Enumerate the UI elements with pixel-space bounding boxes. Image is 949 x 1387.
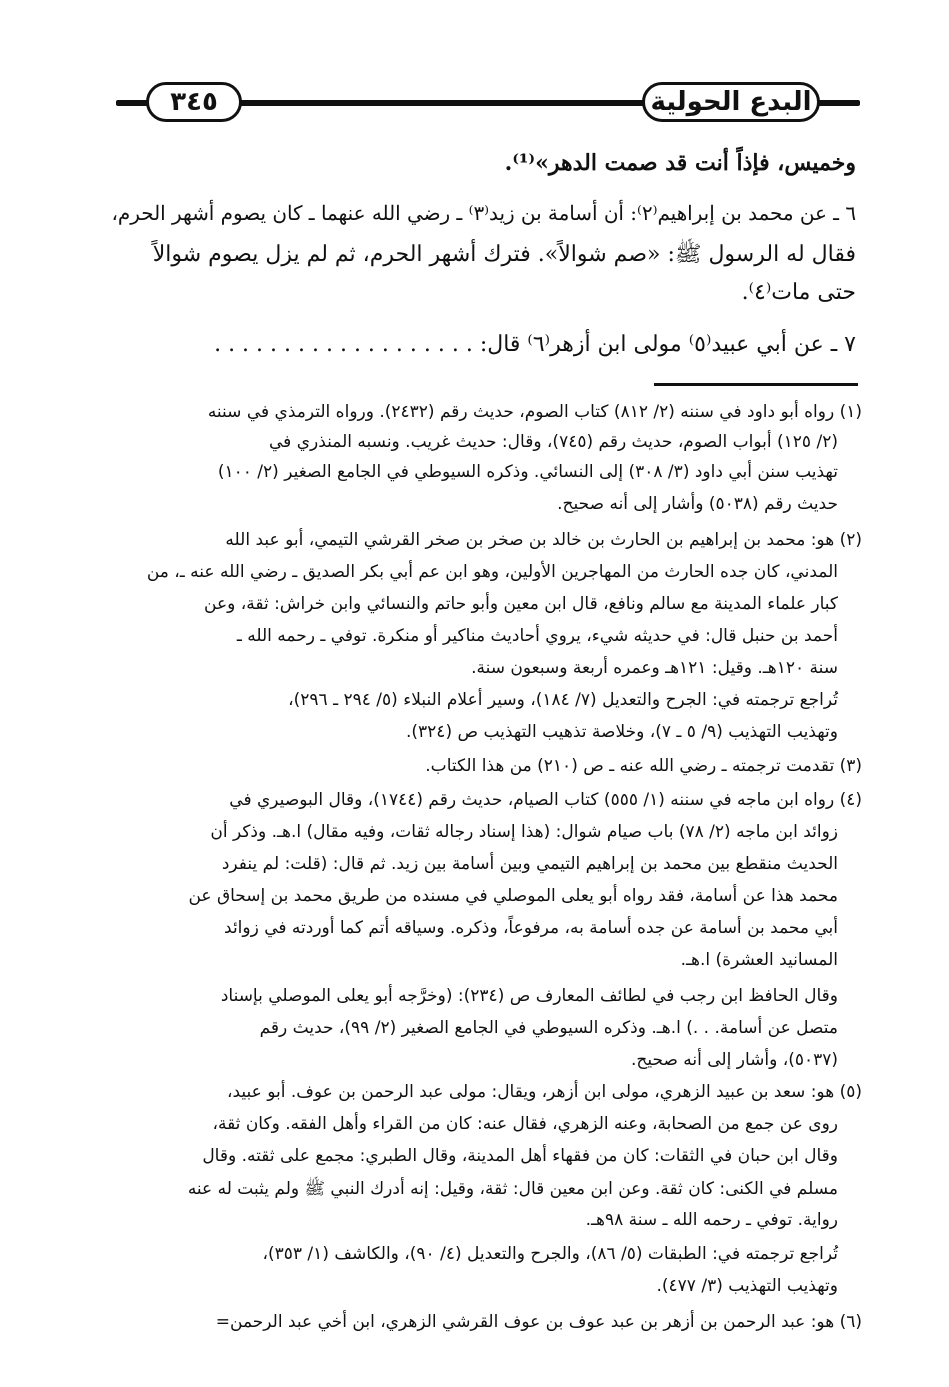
footnote-line: الحديث منقطع بين محمد بن إبراهيم التيمي وبين أسامة بين زيد. ثم قال: (قلت: لم ينفرد — [221, 854, 838, 874]
footnote-line: وقال ابن حبان في الثقات: كان من فقهاء أهل المدينة، وقال الطبري: مجمع على ثقته. وقال — [202, 1146, 838, 1166]
footnote-line: كبار علماء المدينة مع سالم ونافع، قال ابن معين وأبو حاتم والنسائي وابن خراش: ثقة، وعن — [204, 594, 838, 614]
footnote-line: المدني، كان جده الحارث من المهاجرين الأولين، وهو ابن عم أبي بكر الصديق ـ رضي الله عنه ـ، من — [146, 562, 838, 582]
footnote-line: تُراجع ترجمته في: الجرح والتعديل (٧/ ١٨٤)، وسير أعلام النبلاء (٥/ ٢٩٤ ـ ٢٩٦)، — [288, 690, 838, 710]
footnote-line: أحمد بن حنبل قال: في حديثه شيء، يروي أحاديث مناكير أو منكرة. توفي ـ رحمه الله ـ — [236, 626, 838, 646]
page-number: ٣٤٥ — [146, 82, 242, 122]
footnote-line: المسانيد العشرة) ا.هـ. — [680, 950, 838, 970]
footnote-line: أبي محمد بن أسامة عن جده أسامة به، مرفوعاً، وذكره. وسياقه أتم كما أوردته في زوائد — [224, 918, 838, 938]
footnote-line: سنة ١٢٠هـ. وقيل: ١٢١هـ وعمره أربعة وسبعون سنة. — [471, 658, 838, 678]
footnote-line: تُراجع ترجمته في: الطبقات (٥/ ٨٦)، والجرح والتعديل (٤/ ٩٠)، والكاشف (١/ ٣٥٣)، — [262, 1244, 838, 1264]
main-line: فقال له الرسول ﷺ: «صم شوالاً». فترك أشهر الحرم، ثم لم يزل يصوم شوالاً — [152, 242, 856, 267]
footnote-line: رواية. توفي ـ رحمه الله ـ سنة ٩٨هـ. — [585, 1210, 838, 1230]
footnote-line: محمد هذا عن أسامة، فقد رواه أبو يعلى الموصلي في مسنده من طريق محمد بن إسحاق عن — [188, 886, 838, 906]
main-line: وخميس، فإذاً أنت قد صمت الدهر»⁽¹⁾. — [504, 150, 856, 176]
footnote-line: (٦) هو: عبد الرحمن بن أزهر بن عبد عوف بن عوف القرشي الزهري، ابن أخي عبد الرحمن= — [215, 1312, 862, 1332]
footnote-line: زوائد ابن ماجه (٢/ ٧٨) باب صيام شوال: (هذا إسناد رجاله ثقات، وفيه مقال) ا.هـ. وذكر أن — [210, 822, 838, 842]
footnote-line: (٣) تقدمت ترجمته ـ رضي الله عنه ـ ص (٢١٠) من هذا الكتاب. — [425, 756, 862, 776]
footnote-line: حديث رقم (٥٠٣٨) وأشار إلى أنه صحيح. — [557, 494, 838, 514]
footnote-line: تهذيب سنن أبي داود (٣/ ٣٠٨) إلى النسائي. وذكره السيوطي في الجامع الصغير (٢/ ١٠٠) — [217, 462, 838, 482]
running-title: البدع الحولية — [642, 82, 820, 122]
footnote-divider — [654, 383, 858, 386]
main-line: ٧ ـ عن أبي عبيد⁽٥⁾ مولى ابن أزهر⁽٦⁾ قال: . . . . . . . . . . . . . . . . . . . — [214, 332, 856, 357]
footnote-line: (٢/ ١٢٥) أبواب الصوم، حديث رقم (٧٤٥)، وقال: حديث غريب. ونسبه المنذري في — [269, 432, 838, 452]
footnote-line: (٥) هو: سعد بن عبيد الزهري، مولى ابن أزهر، ويقال: مولى عبد الرحمن بن عوف. أبو عبيد، — [226, 1082, 862, 1102]
footnote-line: (١) رواه أبو داود في سننه (٢/ ٨١٢) كتاب الصوم، حديث رقم (٢٤٣٢). ورواه الترمذي في سننه — [207, 402, 862, 422]
footnote-line: متصل عن أسامة. . .) ا.هـ. وذكره السيوطي في الجامع الصغير (٢/ ٩٩)، حديث رقم — [259, 1018, 838, 1038]
footnote-line: وقال الحافظ ابن رجب في لطائف المعارف ص (٢٣٤): (وخرَّجه أبو يعلى الموصلي بإسناد — [220, 986, 838, 1006]
footnote-line: وتهذيب التهذيب (٣/ ٤٧٧). — [656, 1276, 838, 1296]
main-line: حتى مات⁽٤⁾. — [741, 280, 856, 305]
footnote-line: وتهذيب التهذيب (٩/ ٥ ـ ٧)، وخلاصة تذهيب التهذيب ص (٣٢٤). — [406, 722, 838, 742]
main-line: ٦ ـ عن محمد بن إبراهيم⁽٢⁾: أن أسامة بن زيد⁽٣⁾ ـ رضي الله عنهما ـ كان يصوم أشهر الحرم، — [111, 202, 856, 225]
footnote-line: (٤) رواه ابن ماجه في سننه (١/ ٥٥٥) كتاب الصيام، حديث رقم (١٧٤٤)، وقال البوصيري في — [229, 790, 862, 810]
footnote-line: (٢) هو: محمد بن إبراهيم بن الحارث بن خالد بن صخر بن صخر القرشي التيمي، أبو عبد الله — [225, 530, 862, 550]
footnote-line: مسلم في الكنى: كان ثقة. وعن ابن معين قال: ثقة، وقيل: إنه أدرك النبي ﷺ ولم يثبت له عنه — [187, 1179, 838, 1199]
footnote-line: (٥٠٣٧)، وأشار إلى أنه صحيح. — [630, 1050, 838, 1070]
footnote-line: روى عن جمع من الصحابة، وعنه الزهري، فقال عنه: كان من القراء وأهل الفقه. وكان ثقة، — [212, 1114, 838, 1134]
